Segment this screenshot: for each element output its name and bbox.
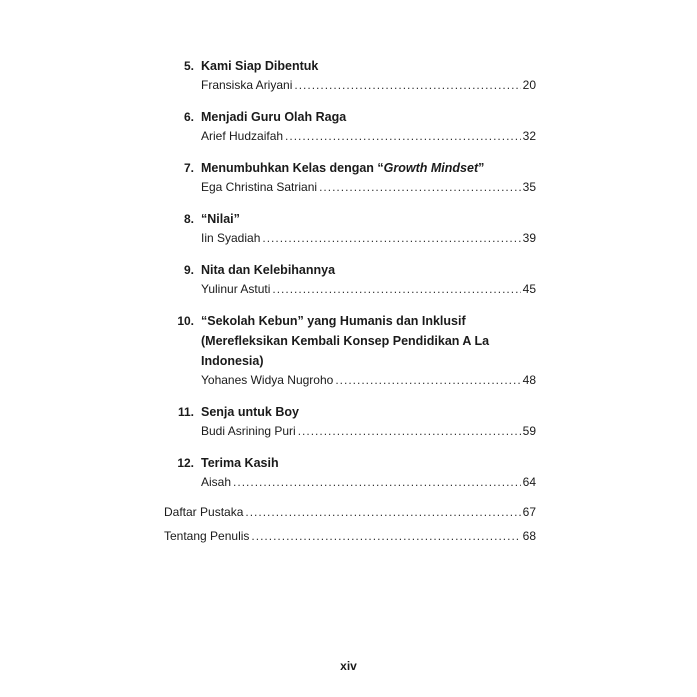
entry-number: 10.: [177, 314, 194, 328]
entry-author: Yohanes Widya Nugroho: [201, 373, 334, 387]
entry-title: [201, 158, 536, 178]
entry-page-number: 35: [522, 180, 536, 194]
toc-entry-12: [164, 453, 536, 491]
entry-number: 5.: [183, 59, 194, 73]
entry-page-number: 48: [522, 373, 536, 387]
entry-page-number: 64: [522, 475, 536, 489]
toc-entry-9: [164, 260, 536, 298]
entry-number: 8.: [183, 212, 194, 226]
entry-title: “Nilai”: [201, 212, 240, 226]
toc-entry-tentang-penulis: [164, 527, 536, 545]
dot-leader: [319, 178, 521, 196]
entry-title: Daftar Pustaka: [164, 505, 244, 519]
dot-leader: [233, 473, 521, 491]
entry-author: Fransiska Ariyani: [201, 78, 293, 92]
dot-leader: [294, 76, 520, 94]
entry-title: Senja untuk Boy: [201, 405, 299, 419]
dot-leader: [272, 280, 520, 298]
entry-page-number: 39: [522, 231, 536, 245]
page-number-footer: xiv: [340, 659, 357, 673]
entry-number: 6.: [183, 110, 194, 124]
entry-title: Tentang Penulis: [164, 529, 250, 543]
dot-leader: [335, 371, 520, 389]
entry-page-number: 59: [522, 424, 536, 438]
toc-entry-10: [164, 311, 536, 389]
entry-title: Nita dan Kelebihannya: [201, 263, 336, 277]
entry-title: Menjadi Guru Olah Raga: [201, 110, 347, 124]
entry-title: Kami Siap Dibentuk: [201, 59, 319, 73]
entry-page-number: 68: [522, 529, 536, 543]
entry-number: 12.: [177, 456, 194, 470]
entry-page-number: 45: [522, 282, 536, 296]
table-of-contents: [164, 56, 536, 545]
dot-leader: [285, 127, 521, 145]
dot-leader: [298, 422, 521, 440]
entry-author: Ega Christina Satriani: [201, 180, 318, 194]
entry-author: Yulinur Astuti: [201, 282, 271, 296]
dot-leader: [245, 503, 520, 521]
toc-entry-daftar-pustaka: [164, 503, 536, 521]
entry-number: 9.: [183, 263, 194, 277]
toc-entry-5: [164, 56, 536, 94]
toc-entry-11: [164, 402, 536, 440]
entry-page-number: 67: [522, 505, 536, 519]
entry-author: Aisah: [201, 475, 232, 489]
entry-page-number: 32: [522, 129, 536, 143]
entry-author: Budi Asrining Puri: [201, 424, 296, 438]
entry-number: 7.: [183, 161, 194, 175]
entry-title: Terima Kasih: [201, 456, 279, 470]
entry-title-closing-quote: ”: [478, 161, 485, 175]
entry-title: “Sekolah Kebun” yang Humanis dan Inklusif (Merefleksikan Kembali Konsep Pendidikan A La Indonesia): [201, 314, 490, 368]
toc-entry-7: [164, 158, 536, 196]
entry-author: Iin Syadiah: [201, 231, 261, 245]
entry-page-number: 20: [522, 78, 536, 92]
entry-title-emphasis: Growth Mindset: [383, 161, 479, 175]
toc-entry-6: [164, 107, 536, 145]
dot-leader: [262, 229, 520, 247]
toc-entry-8: [164, 209, 536, 247]
entry-title-text: Menumbuhkan Kelas dengan “: [201, 161, 384, 175]
entry-author: Arief Hudzaifah: [201, 129, 284, 143]
entry-number: 11.: [177, 405, 194, 419]
dot-leader: [251, 527, 520, 545]
